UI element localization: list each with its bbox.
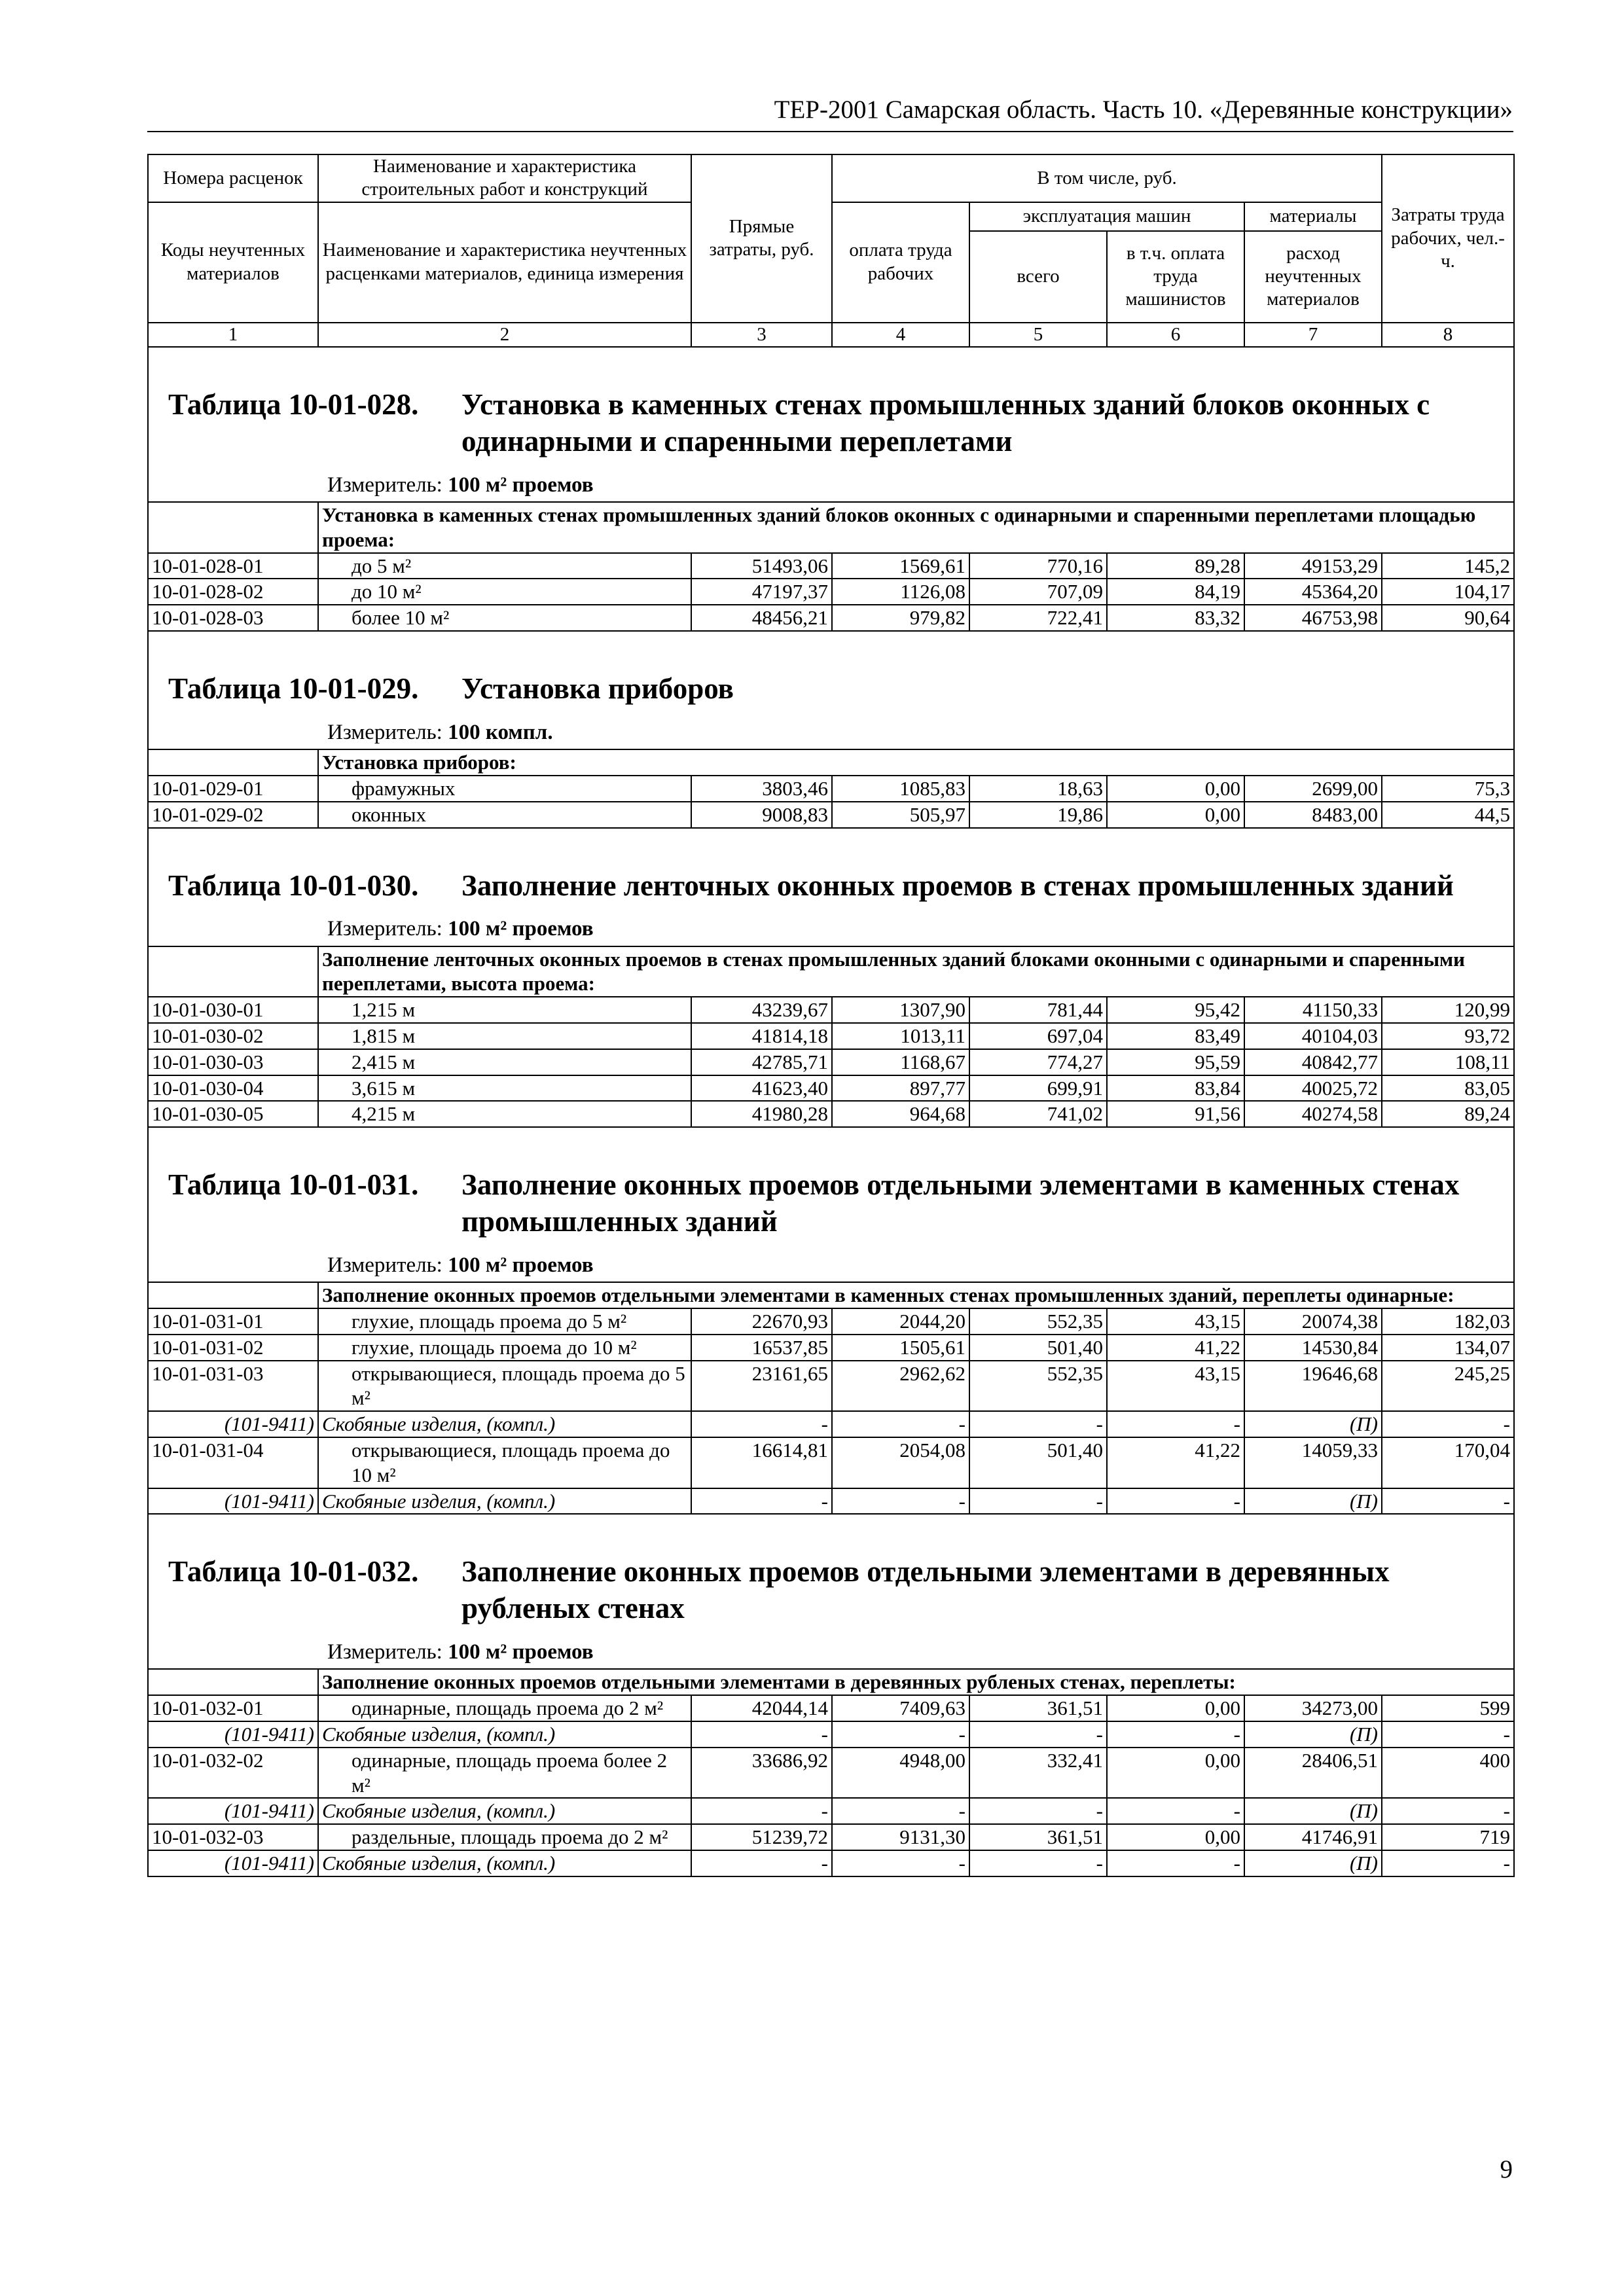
rate-description: глухие, площадь проема до 10 м² xyxy=(318,1335,691,1361)
table-heading xyxy=(148,1514,1514,1669)
rate-code: 10-01-032-01 xyxy=(148,1695,318,1721)
table-name: Заполнение ленточных оконных проемов в стенах промышленных зданий xyxy=(461,869,1454,902)
value-cell: 774,27 xyxy=(969,1049,1107,1075)
material-name: Скобяные изделия, (компл.) xyxy=(318,1411,691,1437)
meter-label: Измеритель: xyxy=(327,1253,442,1277)
value-cell: 1307,90 xyxy=(832,997,969,1023)
meter-value: 100 м² проемов xyxy=(448,473,594,497)
intro-code-cell xyxy=(148,502,318,553)
value-cell: 552,35 xyxy=(969,1308,1107,1335)
table-heading-row xyxy=(148,828,1514,946)
hdr-machines: эксплуатация машин xyxy=(969,202,1244,231)
value-cell: 134,07 xyxy=(1382,1335,1514,1361)
value-cell: 40274,58 xyxy=(1244,1101,1382,1127)
hdr-col6: в т.ч. оплата труда машинистов xyxy=(1107,231,1244,323)
table-heading xyxy=(148,347,1514,502)
rate-description: 3,615 м xyxy=(318,1075,691,1102)
material-value-cell: - xyxy=(691,1850,832,1876)
value-cell: 43,15 xyxy=(1107,1361,1244,1412)
hdr-col3: Прямые затраты, руб. xyxy=(691,154,832,323)
value-cell: 2699,00 xyxy=(1244,776,1382,802)
rate-code: 10-01-030-04 xyxy=(148,1075,318,1102)
value-cell: 41150,33 xyxy=(1244,997,1382,1023)
value-cell: 707,09 xyxy=(969,579,1107,605)
rates-table xyxy=(147,154,1515,1877)
material-value-cell: - xyxy=(969,1721,1107,1748)
value-cell: 781,44 xyxy=(969,997,1107,1023)
rate-description: одинарные, площадь проема до 2 м² xyxy=(318,1695,691,1721)
table-body xyxy=(148,347,1514,1876)
hdr-col7: расход неучтенных материалов xyxy=(1244,231,1382,323)
value-cell: 1505,61 xyxy=(832,1335,969,1361)
value-cell: 104,17 xyxy=(1382,579,1514,605)
value-cell: 964,68 xyxy=(832,1101,969,1127)
table-row xyxy=(148,802,1514,828)
value-cell: 89,24 xyxy=(1382,1101,1514,1127)
table-name: Заполнение оконных проемов отдельными элементами в деревянных рубленых стенах xyxy=(461,1555,1390,1625)
value-cell: 41,22 xyxy=(1107,1437,1244,1488)
material-value-cell: - xyxy=(969,1488,1107,1515)
rate-code: 10-01-031-02 xyxy=(148,1335,318,1361)
value-cell: 2044,20 xyxy=(832,1308,969,1335)
table-name: Установка приборов xyxy=(461,672,734,706)
running-header: ТЕР-2001 Самарская область. Часть 10. «Деревянные конструкции» xyxy=(774,96,1513,124)
value-cell: 95,59 xyxy=(1107,1049,1244,1075)
value-cell: 51239,72 xyxy=(691,1824,832,1850)
value-cell: 41623,40 xyxy=(691,1075,832,1102)
material-code: (101-9411) xyxy=(148,1488,318,1515)
value-cell: 1085,83 xyxy=(832,776,969,802)
rate-code: 10-01-028-01 xyxy=(148,553,318,579)
value-cell: 40104,03 xyxy=(1244,1023,1382,1049)
material-value-cell: - xyxy=(832,1721,969,1748)
value-cell: 332,41 xyxy=(969,1748,1107,1799)
material-row xyxy=(148,1411,1514,1437)
table-number: Таблица 10-01-032. xyxy=(168,1555,419,1588)
material-value-cell: - xyxy=(691,1721,832,1748)
value-cell: 44,5 xyxy=(1382,802,1514,828)
intro-row xyxy=(148,946,1514,997)
intro-row xyxy=(148,749,1514,776)
hdr-col8: Затраты труда рабочих, чел.-ч. xyxy=(1382,154,1514,323)
value-cell: 48456,21 xyxy=(691,605,832,631)
value-cell: 979,82 xyxy=(832,605,969,631)
table-title xyxy=(152,829,1510,905)
value-cell: 2962,62 xyxy=(832,1361,969,1412)
rate-description: оконных xyxy=(318,802,691,828)
meter-value: 100 компл. xyxy=(448,720,553,744)
value-cell: 49153,29 xyxy=(1244,553,1382,579)
value-cell: 145,2 xyxy=(1382,553,1514,579)
value-cell: 699,91 xyxy=(969,1075,1107,1102)
value-cell: 1013,11 xyxy=(832,1023,969,1049)
rate-description: до 5 м² xyxy=(318,553,691,579)
table-header xyxy=(148,154,1514,347)
table-row xyxy=(148,553,1514,579)
material-value-cell: - xyxy=(691,1488,832,1515)
value-cell: 505,97 xyxy=(832,802,969,828)
rate-code: 10-01-030-03 xyxy=(148,1049,318,1075)
value-cell: 91,56 xyxy=(1107,1101,1244,1127)
rate-code: 10-01-030-01 xyxy=(148,997,318,1023)
value-cell: 170,04 xyxy=(1382,1437,1514,1488)
hdr-number: 7 xyxy=(1244,323,1382,347)
value-cell: 182,03 xyxy=(1382,1308,1514,1335)
value-cell: 8483,00 xyxy=(1244,802,1382,828)
value-cell: 43239,67 xyxy=(691,997,832,1023)
rate-code: 10-01-031-03 xyxy=(148,1361,318,1412)
value-cell: 46753,98 xyxy=(1244,605,1382,631)
rate-code: 10-01-032-03 xyxy=(148,1824,318,1850)
intro-code-cell xyxy=(148,1282,318,1308)
material-row xyxy=(148,1850,1514,1876)
value-cell: 93,72 xyxy=(1382,1023,1514,1049)
intro-text: Заполнение оконных проемов отдельными элементами в деревянных рубленых стенах, переплеты: xyxy=(318,1669,1514,1695)
table-row xyxy=(148,1748,1514,1799)
material-value-cell: (П) xyxy=(1244,1721,1382,1748)
value-cell: 42044,14 xyxy=(691,1695,832,1721)
rate-code: 10-01-028-02 xyxy=(148,579,318,605)
value-cell: 51493,06 xyxy=(691,553,832,579)
value-cell: 501,40 xyxy=(969,1335,1107,1361)
material-row xyxy=(148,1488,1514,1515)
table-heading xyxy=(148,631,1514,749)
value-cell: 719 xyxy=(1382,1824,1514,1850)
value-cell: 770,16 xyxy=(969,553,1107,579)
rate-code: 10-01-032-02 xyxy=(148,1748,318,1799)
material-name: Скобяные изделия, (компл.) xyxy=(318,1850,691,1876)
material-name: Скобяные изделия, (компл.) xyxy=(318,1798,691,1824)
value-cell: 741,02 xyxy=(969,1101,1107,1127)
measurement-unit xyxy=(152,460,1510,501)
measurement-unit xyxy=(152,1627,1510,1668)
value-cell: 14530,84 xyxy=(1244,1335,1382,1361)
table-row xyxy=(148,1335,1514,1361)
intro-row xyxy=(148,1669,1514,1695)
material-value-cell: - xyxy=(1382,1850,1514,1876)
table-number: Таблица 10-01-029. xyxy=(168,672,419,706)
value-cell: 9008,83 xyxy=(691,802,832,828)
rate-description: 4,215 м xyxy=(318,1101,691,1127)
value-cell: 41,22 xyxy=(1107,1335,1244,1361)
rate-description: одинарные, площадь проема более 2 м² xyxy=(318,1748,691,1799)
value-cell: 361,51 xyxy=(969,1824,1107,1850)
table-heading xyxy=(148,828,1514,946)
material-code: (101-9411) xyxy=(148,1850,318,1876)
material-row xyxy=(148,1798,1514,1824)
meter-value: 100 м² проемов xyxy=(448,1640,594,1664)
meter-value: 100 м² проемов xyxy=(448,917,594,941)
intro-text: Заполнение ленточных оконных проемов в стенах промышленных зданий блоками оконными с одинарными и спаренными переплетами, высота проема: xyxy=(318,946,1514,997)
value-cell: 722,41 xyxy=(969,605,1107,631)
rate-code: 10-01-028-03 xyxy=(148,605,318,631)
table-heading-row xyxy=(148,1514,1514,1669)
table-row xyxy=(148,776,1514,802)
table-heading xyxy=(148,1127,1514,1282)
hdr-number: 5 xyxy=(969,323,1107,347)
value-cell: 83,32 xyxy=(1107,605,1244,631)
material-value-cell: (П) xyxy=(1244,1488,1382,1515)
rate-description: глухие, площадь проема до 5 м² xyxy=(318,1308,691,1335)
table-row xyxy=(148,1023,1514,1049)
rate-description: 1,815 м xyxy=(318,1023,691,1049)
material-value-cell: - xyxy=(1382,1411,1514,1437)
intro-code-cell xyxy=(148,946,318,997)
value-cell: 40842,77 xyxy=(1244,1049,1382,1075)
value-cell: 41814,18 xyxy=(691,1023,832,1049)
material-value-cell: - xyxy=(1382,1721,1514,1748)
value-cell: 0,00 xyxy=(1107,1824,1244,1850)
value-cell: 75,3 xyxy=(1382,776,1514,802)
rate-description: открывающиеся, площадь проема до 5 м² xyxy=(318,1361,691,1412)
material-value-cell: - xyxy=(832,1488,969,1515)
value-cell: 361,51 xyxy=(969,1695,1107,1721)
hdr-col2-bottom: Наименование и характеристика неучтенных расценками материалов, единица измерения xyxy=(318,202,691,323)
hdr-number: 4 xyxy=(832,323,969,347)
measurement-unit xyxy=(152,708,1510,749)
value-cell: 599 xyxy=(1382,1695,1514,1721)
value-cell: 83,84 xyxy=(1107,1075,1244,1102)
hdr-number: 8 xyxy=(1382,323,1514,347)
value-cell: 43,15 xyxy=(1107,1308,1244,1335)
value-cell: 89,28 xyxy=(1107,553,1244,579)
value-cell: 83,05 xyxy=(1382,1075,1514,1102)
material-row xyxy=(148,1721,1514,1748)
material-value-cell: (П) xyxy=(1244,1850,1382,1876)
rate-description: 2,415 м xyxy=(318,1049,691,1075)
value-cell: 120,99 xyxy=(1382,997,1514,1023)
table-row xyxy=(148,1695,1514,1721)
hdr-number: 1 xyxy=(148,323,318,347)
value-cell: 42785,71 xyxy=(691,1049,832,1075)
value-cell: 897,77 xyxy=(832,1075,969,1102)
rate-description: раздельные, площадь проема до 2 м² xyxy=(318,1824,691,1850)
measurement-unit xyxy=(152,1240,1510,1282)
value-cell: 7409,63 xyxy=(832,1695,969,1721)
value-cell: 501,40 xyxy=(969,1437,1107,1488)
hdr-col2-top: Наименование и характеристика строительных работ и конструкций xyxy=(318,154,691,202)
hdr-col5: всего xyxy=(969,231,1107,323)
material-name: Скобяные изделия, (компл.) xyxy=(318,1721,691,1748)
value-cell: 697,04 xyxy=(969,1023,1107,1049)
table-number: Таблица 10-01-031. xyxy=(168,1168,419,1202)
rate-description: фрамужных xyxy=(318,776,691,802)
table-title xyxy=(152,348,1510,460)
value-cell: 16614,81 xyxy=(691,1437,832,1488)
value-cell: 90,64 xyxy=(1382,605,1514,631)
value-cell: 95,42 xyxy=(1107,997,1244,1023)
table-number: Таблица 10-01-030. xyxy=(168,869,419,902)
value-cell: 1168,67 xyxy=(832,1049,969,1075)
hdr-number: 2 xyxy=(318,323,691,347)
value-cell: 9131,30 xyxy=(832,1824,969,1850)
value-cell: 0,00 xyxy=(1107,776,1244,802)
material-code: (101-9411) xyxy=(148,1721,318,1748)
hdr-number: 6 xyxy=(1107,323,1244,347)
material-code: (101-9411) xyxy=(148,1798,318,1824)
hdr-col4: оплата труда рабочих xyxy=(832,202,969,323)
table-row xyxy=(148,1101,1514,1127)
table-row xyxy=(148,1824,1514,1850)
table-row xyxy=(148,579,1514,605)
table-title xyxy=(152,1128,1510,1240)
intro-text: Установка в каменных стенах промышленных зданий блоков оконных с одинарными и спаренными переплетами площадью проема: xyxy=(318,502,1514,553)
value-cell: 19646,68 xyxy=(1244,1361,1382,1412)
rate-description: до 10 м² xyxy=(318,579,691,605)
value-cell: 4948,00 xyxy=(832,1748,969,1799)
value-cell: 16537,85 xyxy=(691,1335,832,1361)
table-number: Таблица 10-01-028. xyxy=(168,388,419,422)
value-cell: 0,00 xyxy=(1107,1695,1244,1721)
table-heading-row xyxy=(148,631,1514,749)
value-cell: 552,35 xyxy=(969,1361,1107,1412)
value-cell: 3803,46 xyxy=(691,776,832,802)
measurement-unit xyxy=(152,904,1510,945)
header-rule xyxy=(147,131,1513,132)
value-cell: 83,49 xyxy=(1107,1023,1244,1049)
rate-description: более 10 м² xyxy=(318,605,691,631)
value-cell: 19,86 xyxy=(969,802,1107,828)
value-cell: 14059,33 xyxy=(1244,1437,1382,1488)
value-cell: 41980,28 xyxy=(691,1101,832,1127)
material-value-cell: - xyxy=(1107,1488,1244,1515)
value-cell: 41746,91 xyxy=(1244,1824,1382,1850)
material-value-cell: - xyxy=(969,1798,1107,1824)
hdr-col1-top: Номера расценок xyxy=(148,154,318,202)
value-cell: 1126,08 xyxy=(832,579,969,605)
hdr-incl: В том числе, руб. xyxy=(832,154,1382,202)
material-value-cell: - xyxy=(691,1411,832,1437)
material-value-cell: - xyxy=(832,1850,969,1876)
material-value-cell: - xyxy=(1107,1798,1244,1824)
value-cell: 400 xyxy=(1382,1748,1514,1799)
meter-label: Измеритель: xyxy=(327,1640,442,1664)
table-name: Установка в каменных стенах промышленных зданий блоков оконных с одинарными и спаренными переплетами xyxy=(461,388,1430,457)
value-cell: 84,19 xyxy=(1107,579,1244,605)
material-value-cell: (П) xyxy=(1244,1798,1382,1824)
table-row xyxy=(148,1361,1514,1412)
value-cell: 23161,65 xyxy=(691,1361,832,1412)
value-cell: 1569,61 xyxy=(832,553,969,579)
table-row xyxy=(148,605,1514,631)
material-value-cell: - xyxy=(832,1798,969,1824)
material-code: (101-9411) xyxy=(148,1411,318,1437)
rate-description: открывающиеся, площадь проема до 10 м² xyxy=(318,1437,691,1488)
value-cell: 45364,20 xyxy=(1244,579,1382,605)
hdr-number: 3 xyxy=(691,323,832,347)
table-title xyxy=(152,1515,1510,1627)
value-cell: 28406,51 xyxy=(1244,1748,1382,1799)
meter-label: Измеритель: xyxy=(327,473,442,497)
value-cell: 34273,00 xyxy=(1244,1695,1382,1721)
table-row xyxy=(148,997,1514,1023)
rate-code: 10-01-029-02 xyxy=(148,802,318,828)
material-value-cell: - xyxy=(1107,1721,1244,1748)
rate-code: 10-01-030-05 xyxy=(148,1101,318,1127)
rate-code: 10-01-029-01 xyxy=(148,776,318,802)
value-cell: 0,00 xyxy=(1107,802,1244,828)
intro-code-cell xyxy=(148,749,318,776)
material-value-cell: - xyxy=(1382,1488,1514,1515)
table-row xyxy=(148,1049,1514,1075)
rate-code: 10-01-030-02 xyxy=(148,1023,318,1049)
value-cell: 0,00 xyxy=(1107,1748,1244,1799)
table-heading-row xyxy=(148,347,1514,502)
table-title xyxy=(152,632,1510,708)
value-cell: 18,63 xyxy=(969,776,1107,802)
material-value-cell: - xyxy=(969,1411,1107,1437)
value-cell: 20074,38 xyxy=(1244,1308,1382,1335)
value-cell: 108,11 xyxy=(1382,1049,1514,1075)
material-value-cell: - xyxy=(1382,1798,1514,1824)
intro-text: Установка приборов: xyxy=(318,749,1514,776)
value-cell: 22670,93 xyxy=(691,1308,832,1335)
value-cell: 245,25 xyxy=(1382,1361,1514,1412)
hdr-col1-bottom: Коды неучтенных материалов xyxy=(148,202,318,323)
meter-value: 100 м² проемов xyxy=(448,1253,594,1277)
value-cell: 2054,08 xyxy=(832,1437,969,1488)
material-value-cell: (П) xyxy=(1244,1411,1382,1437)
material-value-cell: - xyxy=(1107,1411,1244,1437)
table-name: Заполнение оконных проемов отдельными элементами в каменных стенах промышленных зданий xyxy=(461,1168,1460,1238)
hdr-materials: материалы xyxy=(1244,202,1382,231)
intro-text: Заполнение оконных проемов отдельными элементами в каменных стенах промышленных зданий, переплеты одинарные: xyxy=(318,1282,1514,1308)
value-cell: 40025,72 xyxy=(1244,1075,1382,1102)
material-name: Скобяные изделия, (компл.) xyxy=(318,1488,691,1515)
material-value-cell: - xyxy=(969,1850,1107,1876)
rate-description: 1,215 м xyxy=(318,997,691,1023)
rate-code: 10-01-031-04 xyxy=(148,1437,318,1488)
intro-row xyxy=(148,1282,1514,1308)
material-value-cell: - xyxy=(691,1798,832,1824)
table-row xyxy=(148,1437,1514,1488)
page-number: 9 xyxy=(1500,2155,1513,2183)
meter-label: Измеритель: xyxy=(327,720,442,744)
table-row xyxy=(148,1075,1514,1102)
intro-code-cell xyxy=(148,1669,318,1695)
intro-row xyxy=(148,502,1514,553)
table-row xyxy=(148,1308,1514,1335)
value-cell: 47197,37 xyxy=(691,579,832,605)
meter-label: Измеритель: xyxy=(327,917,442,941)
table-heading-row xyxy=(148,1127,1514,1282)
material-value-cell: - xyxy=(1107,1850,1244,1876)
rate-code: 10-01-031-01 xyxy=(148,1308,318,1335)
value-cell: 33686,92 xyxy=(691,1748,832,1799)
material-value-cell: - xyxy=(832,1411,969,1437)
